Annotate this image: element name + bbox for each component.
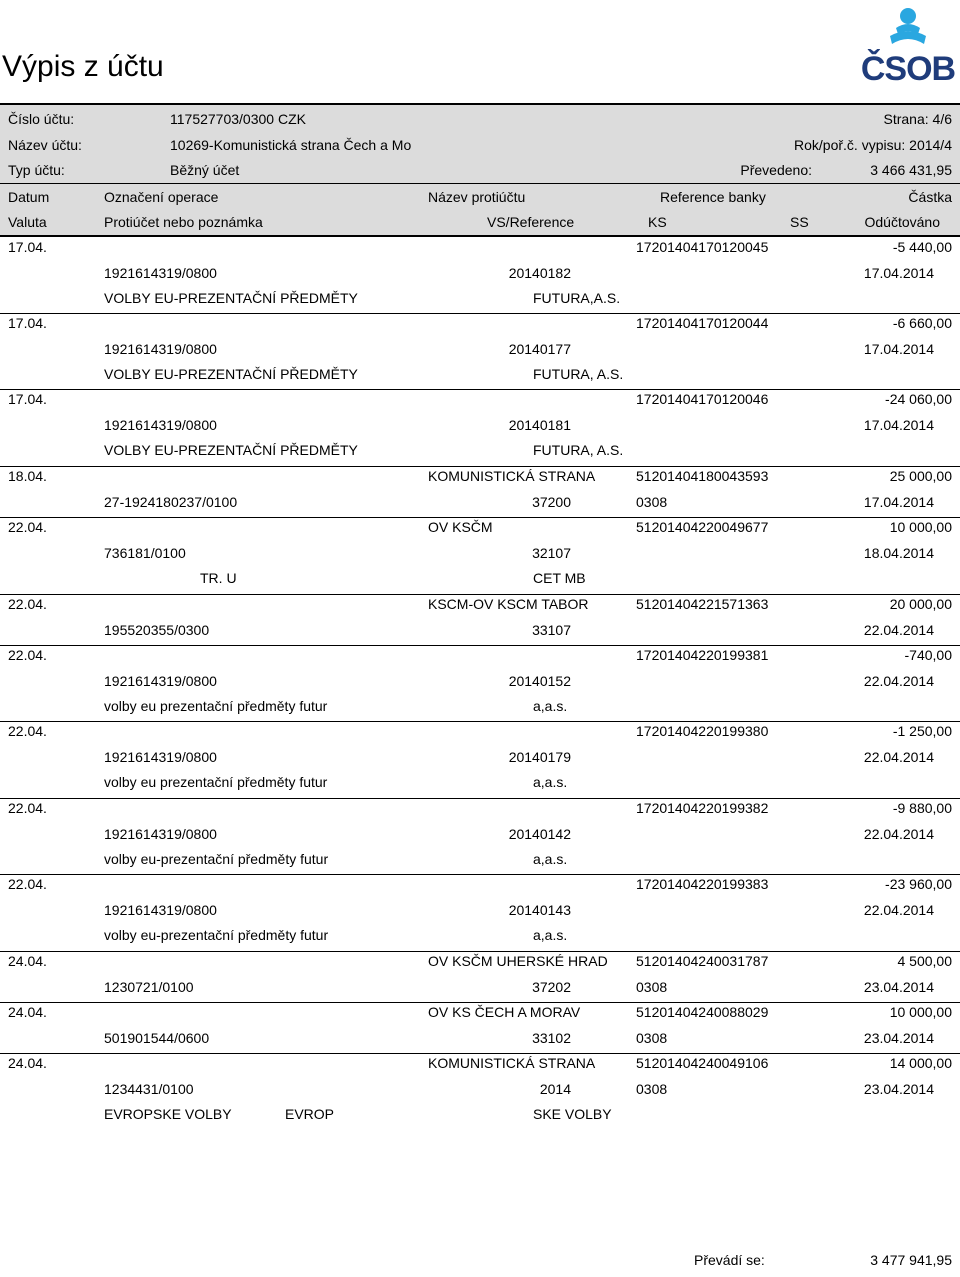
tx-date: 17.04. bbox=[8, 391, 47, 407]
carried-amount: 3 466 431,95 bbox=[870, 162, 952, 178]
tx-note-tail: a,a.s. bbox=[533, 698, 568, 715]
tx-counter-account: 1921614319/0800 bbox=[104, 672, 217, 689]
carry-forward-label: Převádí se: bbox=[694, 1252, 765, 1268]
tx-counter-account: 1234431/0100 bbox=[104, 1080, 194, 1097]
header-top-rule bbox=[0, 103, 960, 105]
tx-counter-account: 195520355/0300 bbox=[104, 621, 210, 638]
page-title: Výpis z účtu bbox=[2, 50, 164, 83]
tx-counterparty: KOMUNISTICKÁ STRANA bbox=[428, 468, 596, 484]
tx-counterparty: KOMUNISTICKÁ STRANA bbox=[428, 1055, 596, 1071]
tx-note: VOLBY EU-PREZENTAČNÍ PŘEDMĚTY bbox=[104, 366, 358, 383]
tx-counter-account: 1921614319/0800 bbox=[104, 901, 217, 918]
col-odeuctovano: Odúčtováno bbox=[864, 214, 940, 230]
tx-vs: 20140182 bbox=[508, 264, 571, 281]
col-valuta: Valuta bbox=[8, 214, 47, 230]
tx-posted-date: 22.04.2014 bbox=[863, 672, 934, 689]
tx-note-tail: SKE VOLBY bbox=[533, 1106, 612, 1123]
statement-number: Rok/poř.č. vypisu: 2014/4 bbox=[794, 137, 952, 153]
row-separator bbox=[0, 645, 960, 646]
tx-note: EVROPSKE VOLBY bbox=[104, 1106, 232, 1123]
account-type: Běžný účet bbox=[170, 162, 240, 178]
tx-reference: 17201404220199380 bbox=[636, 723, 769, 739]
header-mid-rule bbox=[0, 183, 960, 184]
tx-posted-date: 17.04.2014 bbox=[863, 264, 934, 281]
page-counter: Strana: 4/6 bbox=[883, 111, 952, 127]
tx-counterparty: OV KSČM UHERSKÉ HRAD bbox=[428, 953, 608, 969]
row-separator bbox=[0, 951, 960, 952]
account-number: 117527703/0300 CZK bbox=[170, 111, 306, 127]
csob-logo-text: ČSOB bbox=[860, 50, 956, 88]
tx-note-tail: a,a.s. bbox=[533, 774, 568, 791]
tx-amount: 25 000,00 bbox=[889, 468, 952, 484]
tx-date: 24.04. bbox=[8, 1055, 47, 1071]
tx-note: VOLBY EU-PREZENTAČNÍ PŘEDMĚTY bbox=[104, 290, 358, 307]
row-separator bbox=[0, 594, 960, 595]
col-vs: VS/Reference bbox=[487, 214, 575, 230]
tx-reference: 17201404170120046 bbox=[636, 391, 769, 407]
tx-amount: -5 440,00 bbox=[892, 239, 952, 255]
tx-date: 18.04. bbox=[8, 468, 47, 484]
tx-date: 22.04. bbox=[8, 596, 47, 612]
tx-date: 17.04. bbox=[8, 239, 47, 255]
tx-date: 22.04. bbox=[8, 876, 47, 892]
col-ks: KS bbox=[648, 214, 667, 230]
account-name-label: Název účtu: bbox=[8, 137, 82, 153]
tx-reference: 51201404240049106 bbox=[636, 1055, 769, 1071]
tx-posted-date: 22.04.2014 bbox=[863, 901, 934, 918]
tx-amount: 10 000,00 bbox=[889, 1004, 952, 1020]
tx-reference: 51201404180043593 bbox=[636, 468, 769, 484]
tx-amount: -740,00 bbox=[904, 647, 952, 663]
account-type-label: Typ účtu: bbox=[8, 162, 65, 178]
tx-counterparty: OV KSČM bbox=[428, 519, 493, 535]
tx-posted-date: 22.04.2014 bbox=[863, 748, 934, 765]
tx-counterparty: OV KS ČECH A MORAV bbox=[428, 1004, 581, 1020]
tx-vs: 20140179 bbox=[508, 748, 571, 765]
tx-posted-date: 17.04.2014 bbox=[863, 340, 934, 357]
tx-counterparty: KSCM-OV KSCM TABOR bbox=[428, 596, 589, 612]
row-separator bbox=[0, 798, 960, 799]
col-castka: Částka bbox=[908, 189, 952, 205]
row-separator bbox=[0, 721, 960, 722]
tx-ks: 0308 bbox=[636, 493, 668, 510]
tx-date: 17.04. bbox=[8, 315, 47, 331]
tx-note: VOLBY EU-PREZENTAČNÍ PŘEDMĚTY bbox=[104, 442, 358, 459]
tx-posted-date: 17.04.2014 bbox=[863, 416, 934, 433]
tx-note-tail: a,a.s. bbox=[533, 851, 568, 868]
tx-vs: 20140152 bbox=[508, 672, 571, 689]
tx-amount: -1 250,00 bbox=[892, 723, 952, 739]
tx-note-tail: a,a.s. bbox=[533, 927, 568, 944]
tx-reference: 17201404170120044 bbox=[636, 315, 769, 331]
tx-ks: 0308 bbox=[636, 978, 668, 995]
tx-vs: 2014 bbox=[539, 1080, 571, 1097]
tx-reference: 17201404170120045 bbox=[636, 239, 769, 255]
tx-ks: 0308 bbox=[636, 1080, 668, 1097]
tx-note-tail: FUTURA, A.S. bbox=[533, 366, 624, 383]
tx-counter-account: 736181/0100 bbox=[104, 544, 186, 561]
row-separator bbox=[0, 313, 960, 314]
tx-counter-account: 1921614319/0800 bbox=[104, 264, 217, 281]
tx-counter-account: 1921614319/0800 bbox=[104, 416, 217, 433]
col-datum: Datum bbox=[8, 189, 50, 205]
col-oznaceni: Označení operace bbox=[104, 189, 219, 205]
tx-amount: 14 000,00 bbox=[889, 1055, 952, 1071]
tx-reference: 17201404220199381 bbox=[636, 647, 769, 663]
tx-vs: 20140142 bbox=[508, 825, 571, 842]
tx-counter-account: 501901544/0600 bbox=[104, 1029, 210, 1046]
tx-date: 22.04. bbox=[8, 723, 47, 739]
tx-date: 24.04. bbox=[8, 953, 47, 969]
account-number-label: Číslo účtu: bbox=[8, 111, 75, 127]
tx-date: 22.04. bbox=[8, 519, 47, 535]
tx-note-cont: TR. U bbox=[200, 570, 237, 587]
tx-note-cont: EVROP bbox=[285, 1106, 335, 1123]
tx-amount: -6 660,00 bbox=[892, 315, 952, 331]
tx-vs: 37200 bbox=[532, 493, 571, 510]
row-separator bbox=[0, 389, 960, 390]
tx-reference: 51201404240088029 bbox=[636, 1004, 769, 1020]
col-ss: SS bbox=[790, 214, 809, 230]
tx-amount: -9 880,00 bbox=[892, 800, 952, 816]
col-reference: Reference banky bbox=[660, 189, 766, 205]
tx-posted-date: 22.04.2014 bbox=[863, 621, 934, 638]
col-protiucet: Protiúčet nebo poznámka bbox=[104, 214, 263, 230]
tx-vs: 33107 bbox=[532, 621, 571, 638]
tx-date: 22.04. bbox=[8, 647, 47, 663]
carried-label: Převedeno: bbox=[740, 162, 812, 178]
tx-note: volby eu-prezentační předměty futur bbox=[104, 927, 329, 944]
tx-vs: 20140181 bbox=[508, 416, 571, 433]
tx-amount: 10 000,00 bbox=[889, 519, 952, 535]
tx-note-tail: FUTURA, A.S. bbox=[533, 442, 624, 459]
tx-note: volby eu-prezentační předměty futur bbox=[104, 851, 329, 868]
tx-posted-date: 23.04.2014 bbox=[863, 978, 934, 995]
tx-vs: 20140177 bbox=[508, 340, 571, 357]
row-separator bbox=[0, 1053, 960, 1054]
tx-posted-date: 23.04.2014 bbox=[863, 1029, 934, 1046]
carry-forward-amount: 3 477 941,95 bbox=[870, 1252, 952, 1268]
tx-reference: 51201404221571363 bbox=[636, 596, 769, 612]
col-nazev: Název protiúčtu bbox=[428, 189, 526, 205]
tx-vs: 33102 bbox=[532, 1029, 571, 1046]
tx-reference: 51201404220049677 bbox=[636, 519, 769, 535]
tx-vs: 32107 bbox=[532, 544, 571, 561]
row-separator bbox=[0, 466, 960, 467]
account-name: 10269-Komunistická strana Čech a Mo bbox=[170, 137, 412, 153]
tx-note-tail: CET MB bbox=[533, 570, 586, 587]
tx-counter-account: 27-1924180237/0100 bbox=[104, 493, 238, 510]
csob-figure-icon bbox=[860, 6, 956, 52]
tx-reference: 17201404220199383 bbox=[636, 876, 769, 892]
tx-amount: 20 000,00 bbox=[889, 596, 952, 612]
tx-ks: 0308 bbox=[636, 1029, 668, 1046]
tx-counter-account: 1921614319/0800 bbox=[104, 340, 217, 357]
tx-counter-account: 1921614319/0800 bbox=[104, 825, 217, 842]
tx-note: volby eu prezentační předměty futur bbox=[104, 774, 328, 791]
tx-counter-account: 1230721/0100 bbox=[104, 978, 194, 995]
tx-posted-date: 23.04.2014 bbox=[863, 1080, 934, 1097]
tx-date: 22.04. bbox=[8, 800, 47, 816]
tx-vs: 37202 bbox=[532, 978, 571, 995]
tx-posted-date: 18.04.2014 bbox=[863, 544, 934, 561]
tx-note: volby eu prezentační předměty futur bbox=[104, 698, 328, 715]
tx-amount: 4 500,00 bbox=[897, 953, 952, 969]
row-separator bbox=[0, 517, 960, 518]
tx-amount: -23 960,00 bbox=[885, 876, 952, 892]
tx-reference: 51201404240031787 bbox=[636, 953, 769, 969]
tx-vs: 20140143 bbox=[508, 901, 571, 918]
tx-counter-account: 1921614319/0800 bbox=[104, 748, 217, 765]
header-bottom-rule bbox=[0, 235, 960, 237]
row-separator bbox=[0, 1002, 960, 1003]
tx-posted-date: 17.04.2014 bbox=[863, 493, 934, 510]
tx-note-tail: FUTURA,A.S. bbox=[533, 290, 621, 307]
tx-reference: 17201404220199382 bbox=[636, 800, 769, 816]
tx-amount: -24 060,00 bbox=[885, 391, 952, 407]
tx-posted-date: 22.04.2014 bbox=[863, 825, 934, 842]
row-separator bbox=[0, 874, 960, 875]
csob-logo bbox=[860, 6, 956, 88]
tx-date: 24.04. bbox=[8, 1004, 47, 1020]
